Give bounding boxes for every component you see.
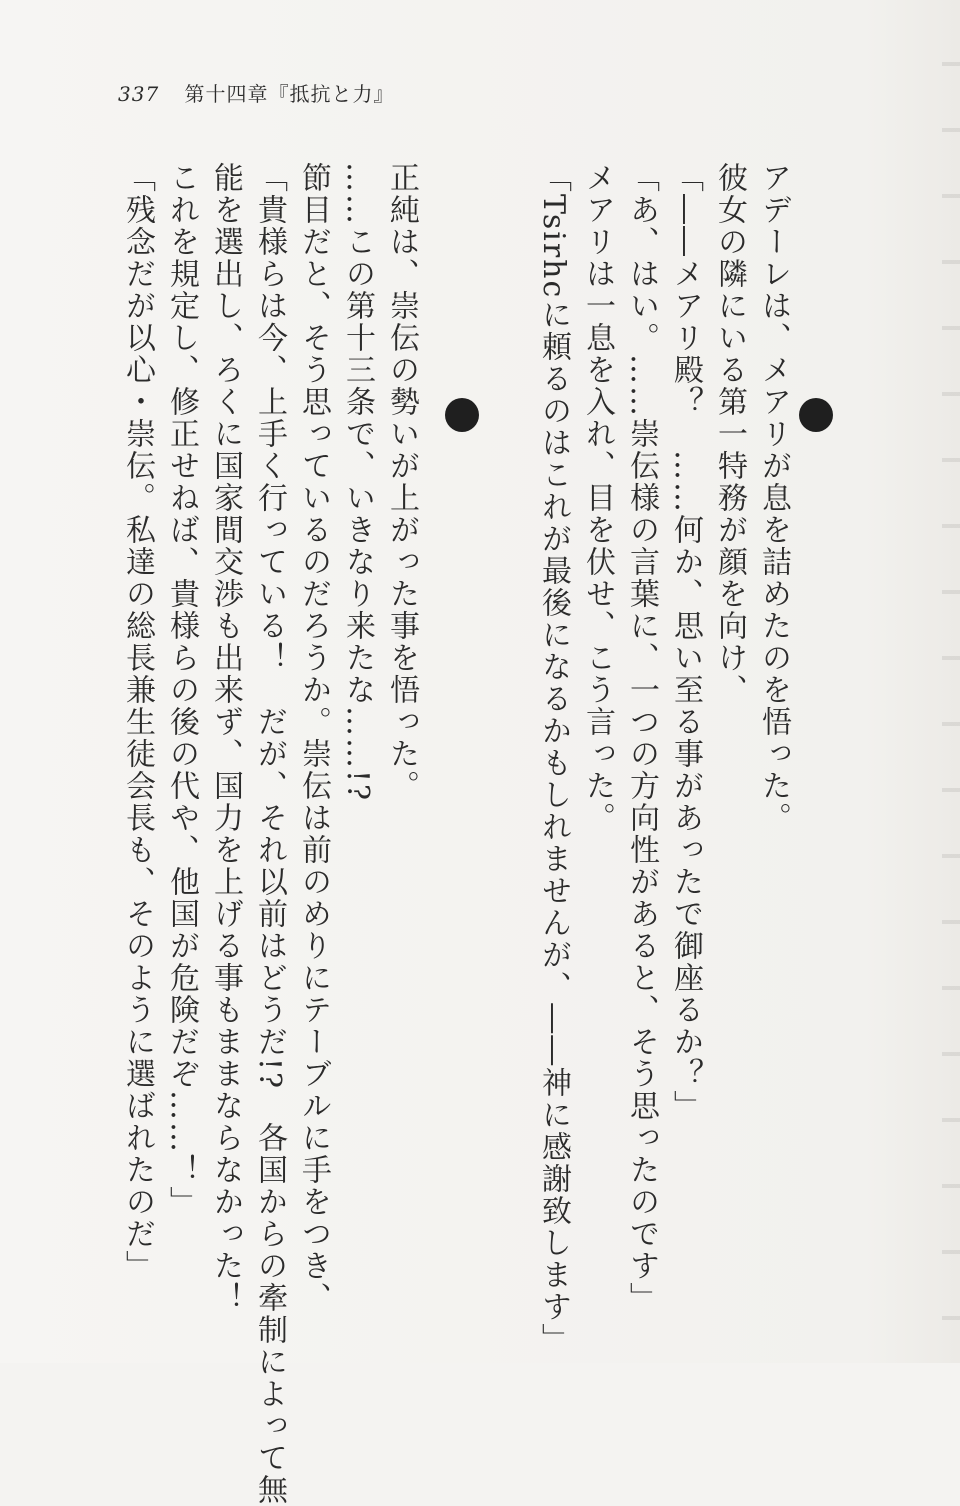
chapter-title: 第十四章『抵抗と力』 — [184, 82, 395, 106]
text-column-4: 「あ、はい。……崇伝様の言葉に、一つの方向性があると、そう思ったのです」 — [624, 162, 659, 1314]
text-column-13: 「残念だが以心・崇伝。私達の総長兼生徒会長も、そのように選ばれたのだ」 — [120, 162, 155, 1282]
text-column-5: メアリは一息を入れ、目を伏せ、こう言った。 — [580, 162, 615, 834]
section-break-dot-left — [445, 398, 479, 432]
text-column-8: ……この第十三条で、いきなり来たな……!? — [340, 162, 375, 803]
running-header — [118, 78, 395, 107]
text-column-9: 節目だと、そう思っているのだろうか。崇伝は前のめりにテーブルに手をつき、 — [296, 162, 331, 1314]
page-number: 337 — [118, 82, 160, 106]
text-column-7: 正純は、崇伝の勢いが上がった事を悟った。 — [384, 162, 419, 802]
section-break-dot-right — [799, 398, 833, 432]
text-column-10: 「貴様らは今、上手く行っている！ だが、それ以前はどうだ!? 各国からの牽制によって無 — [252, 162, 287, 1506]
text-column-6: 「Tsirhcに頼るのはこれが最後になるかもしれませんが、――神に感謝致します」 — [536, 162, 571, 1356]
text-column-12: これを規定し、修正せねば、貴様らの後の代や、他国が危険だぞ……！」 — [164, 162, 199, 1218]
page-edge-shadow — [942, 0, 960, 1363]
text-column-1: アデーレは、メアリが息を詰めたのを悟った。 — [756, 162, 791, 834]
text-column-3: 「――メアリ殿？ ……何か、思い至る事があったで御座るか？」 — [668, 162, 703, 1122]
text-column-2: 彼女の隣にいる第一特務が顔を向け、 — [712, 162, 747, 706]
text-column-11: 能を選出し、ろくに国家間交渉も出来ず、国力を上げる事もままならなかった！ — [208, 162, 243, 1314]
